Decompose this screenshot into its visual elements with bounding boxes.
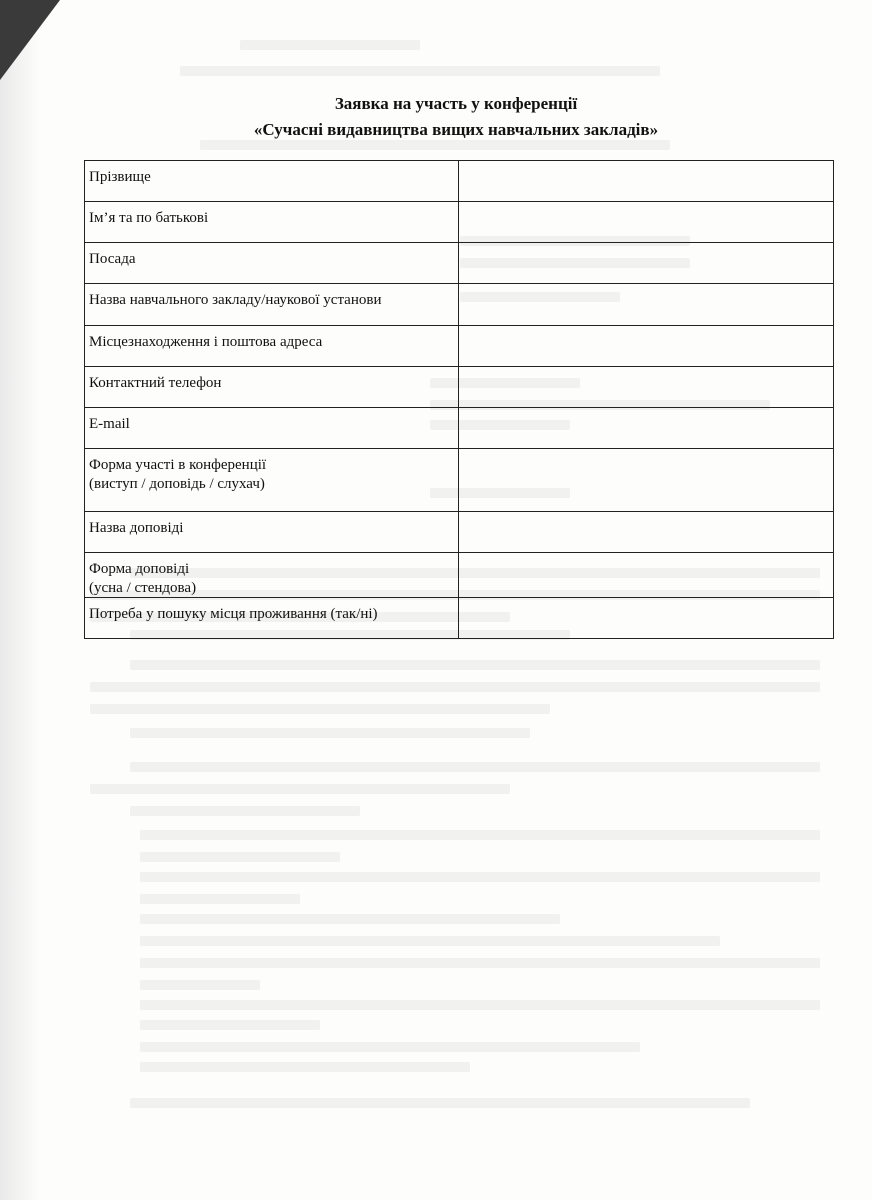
name-label: Ім’я та по батькові (85, 202, 459, 242)
table-row-report-form (85, 553, 833, 598)
conference-name: «Сучасні видавництва вищих навчальних закладів» (253, 120, 659, 139)
institution-label: Назва навчального закладу/наукової установи (85, 284, 459, 325)
table-row-name (85, 202, 833, 243)
report-title-label: Назва доповіді (85, 512, 459, 552)
table-row-surname (85, 161, 833, 202)
email-label: E-mail (85, 408, 459, 448)
surname-field[interactable] (459, 161, 833, 201)
report-form-label (85, 553, 459, 597)
phone-label: Контактний телефон (85, 367, 459, 407)
table-row-accommodation (85, 598, 833, 639)
participation-form-field[interactable] (459, 449, 833, 511)
address-label: Місцезнаходження і поштова адреса (85, 326, 459, 366)
table-row-email (85, 408, 833, 449)
position-field[interactable] (459, 243, 833, 283)
position-label: Посада (85, 243, 459, 283)
form-title: Заявка на участь у конференції (334, 94, 578, 113)
table-row-phone (85, 367, 833, 408)
address-field[interactable] (459, 326, 833, 366)
email-field[interactable] (459, 408, 833, 448)
table-row-participation-form (85, 449, 833, 512)
surname-label: Прізвище (85, 161, 459, 201)
participation-form-label-line1: Форма участі в конференції (89, 457, 267, 473)
participation-form-label-line2: (виступ / доповідь / слухач) (89, 476, 265, 492)
accommodation-field[interactable] (459, 598, 833, 638)
table-row-institution (85, 284, 833, 326)
folded-corner (0, 0, 60, 80)
name-field[interactable] (459, 202, 833, 242)
page-edge-shadow (0, 0, 40, 1200)
institution-field[interactable] (459, 284, 833, 325)
application-table (84, 160, 834, 639)
report-form-label-line1: Форма доповіді (89, 561, 190, 577)
report-form-label-line2: (усна / стендова) (89, 580, 197, 596)
report-title-field[interactable] (459, 512, 833, 552)
participation-form-label (85, 449, 459, 511)
table-row-position (85, 243, 833, 284)
phone-field[interactable] (459, 367, 833, 407)
table-row-report-title (85, 512, 833, 553)
table-row-address (85, 326, 833, 367)
accommodation-label: Потреба у пошуку місця проживання (так/ні) (85, 598, 459, 638)
report-form-field[interactable] (459, 553, 833, 597)
